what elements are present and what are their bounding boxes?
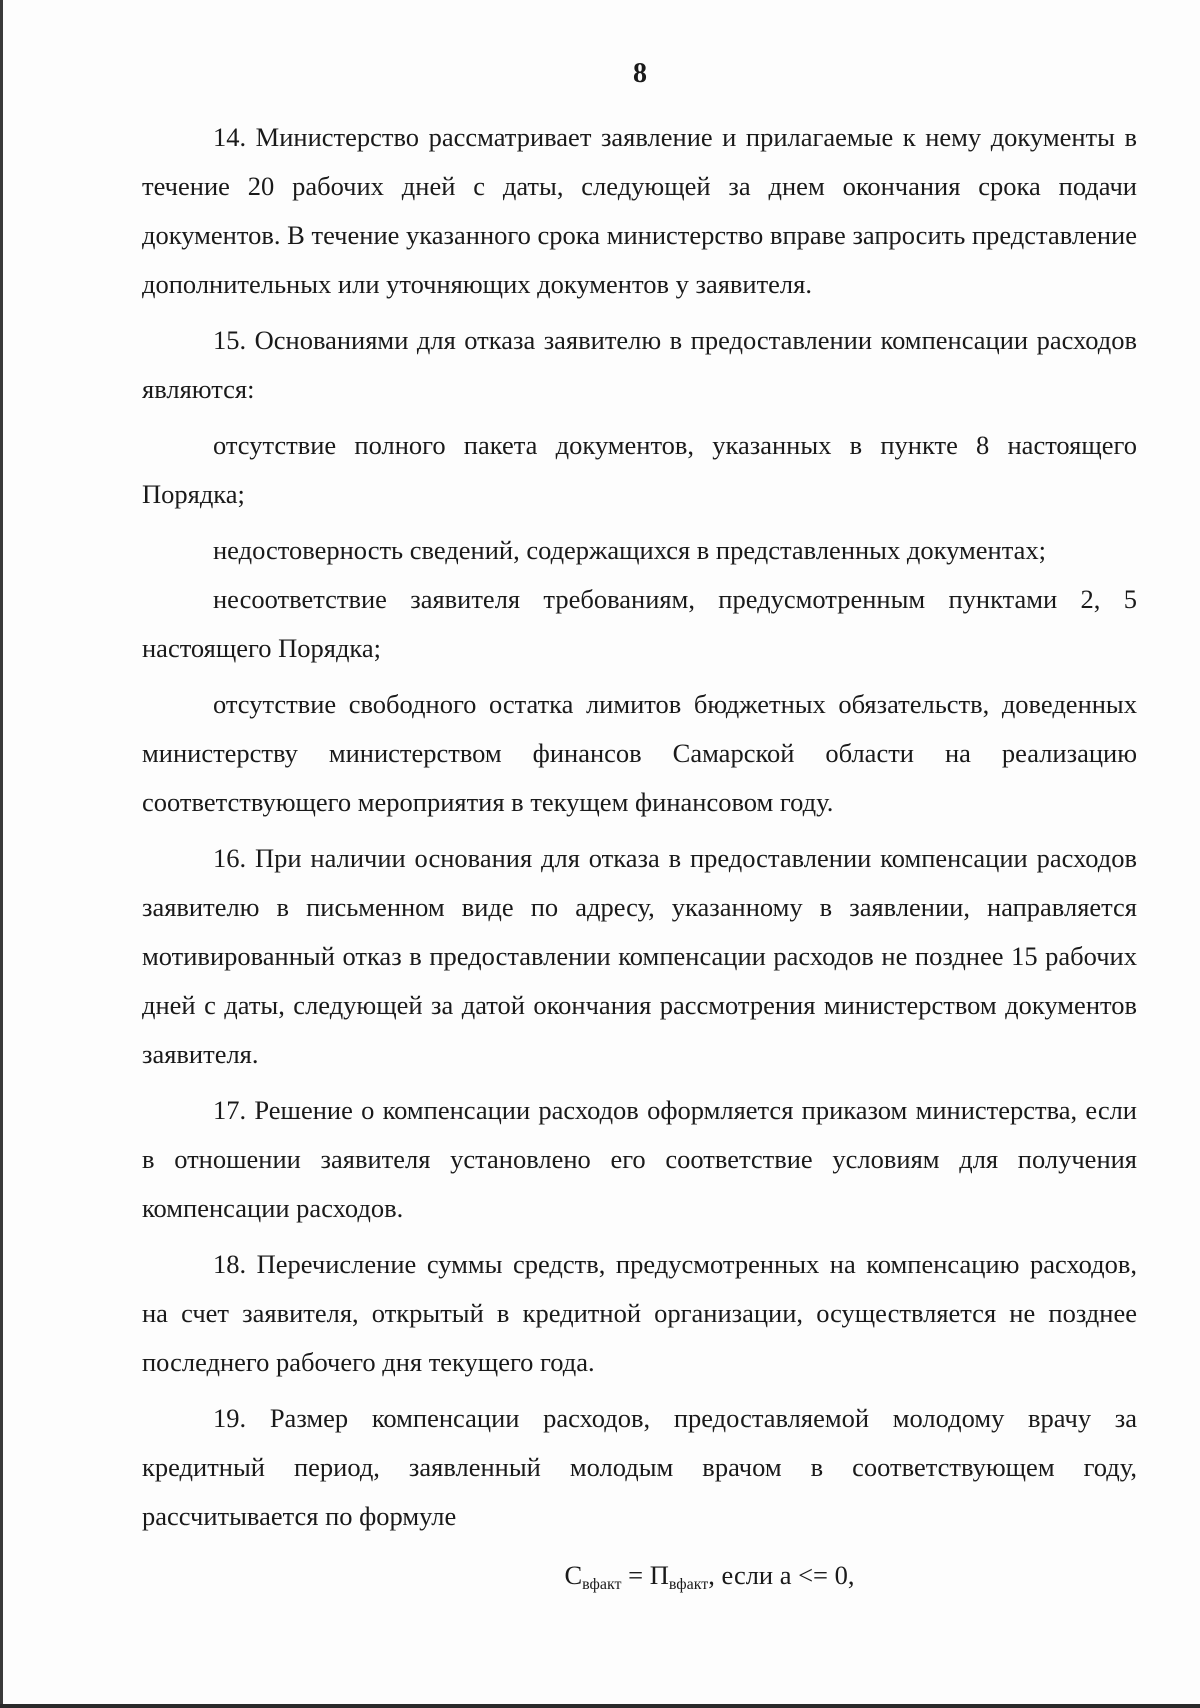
paragraph-14: 14. Министерство рассматривает заявление и прилагаемые к нему документы в течение 20 рабочих дней с даты, следующей за днем окончания срока подачи документов. В течение указанного срока министерство вправе запросить представление дополнительных или уточняющих документов у заявителя. <box>142 122 1137 299</box>
formula-equals: = <box>621 1560 650 1590</box>
formula-left-symbol: С <box>564 1560 583 1590</box>
paragraph-16: 16. При наличии основания для отказа в предоставлении компенсации расходов заявителю в письменном виде по адресу, указанному в заявлении, направляется мотивированный отказ в предоставлении компенсации расходов не позднее 15 рабочих дней с даты, следующей за датой окончания рассмотрения министерством документов заявителя. <box>142 843 1137 1069</box>
paragraph-15: 15. Основаниями для отказа заявителю в предоставлении компенсации расходов являются: <box>142 325 1137 404</box>
formula <box>142 1551 1137 1609</box>
paragraph-15-item-1: отсутствие полного пакета документов, указанных в пункте 8 настоящего Порядка; <box>142 430 1137 509</box>
paragraph-15-item-2: недостоверность сведений, содержащихся в представленных документах; <box>213 535 1046 565</box>
formula-condition: , если а <= 0, <box>708 1560 855 1590</box>
formula-right-symbol: П <box>649 1560 669 1590</box>
formula-right-subscript: вфакт <box>668 1576 709 1593</box>
scan-edge-bottom <box>0 1704 1200 1708</box>
formula-left-subscript: вфакт <box>582 1576 622 1593</box>
page-number: 8 <box>633 58 647 89</box>
scan-edge-left <box>0 0 3 1708</box>
paragraph-15-item-3: несоответствие заявителя требованиям, предусмотренным пунктами 2, 5 настоящего Порядка; <box>142 584 1137 663</box>
paragraph-18: 18. Перечисление суммы средств, предусмотренных на компенсацию расходов, на счет заявителя, открытый в кредитной организации, осуществляется не позднее последнего рабочего дня текущего года. <box>142 1249 1137 1377</box>
document-body <box>142 113 1137 1609</box>
paragraph-19: 19. Размер компенсации расходов, предоставляемой молодому врачу за кредитный период, заявленный молодым врачом в соответствующем году, рассчитывается по формуле <box>142 1403 1137 1531</box>
paragraph-17: 17. Решение о компенсации расходов оформляется приказом министерства, если в отношении заявителя установлено его соответствие условиям для получения компенсации расходов. <box>142 1095 1137 1223</box>
paragraph-15-item-4: отсутствие свободного остатка лимитов бюджетных обязательств, доведенных министерству министерством финансов Самарской области на реализацию соответствующего мероприятия в текущем финансовом году. <box>142 689 1137 817</box>
